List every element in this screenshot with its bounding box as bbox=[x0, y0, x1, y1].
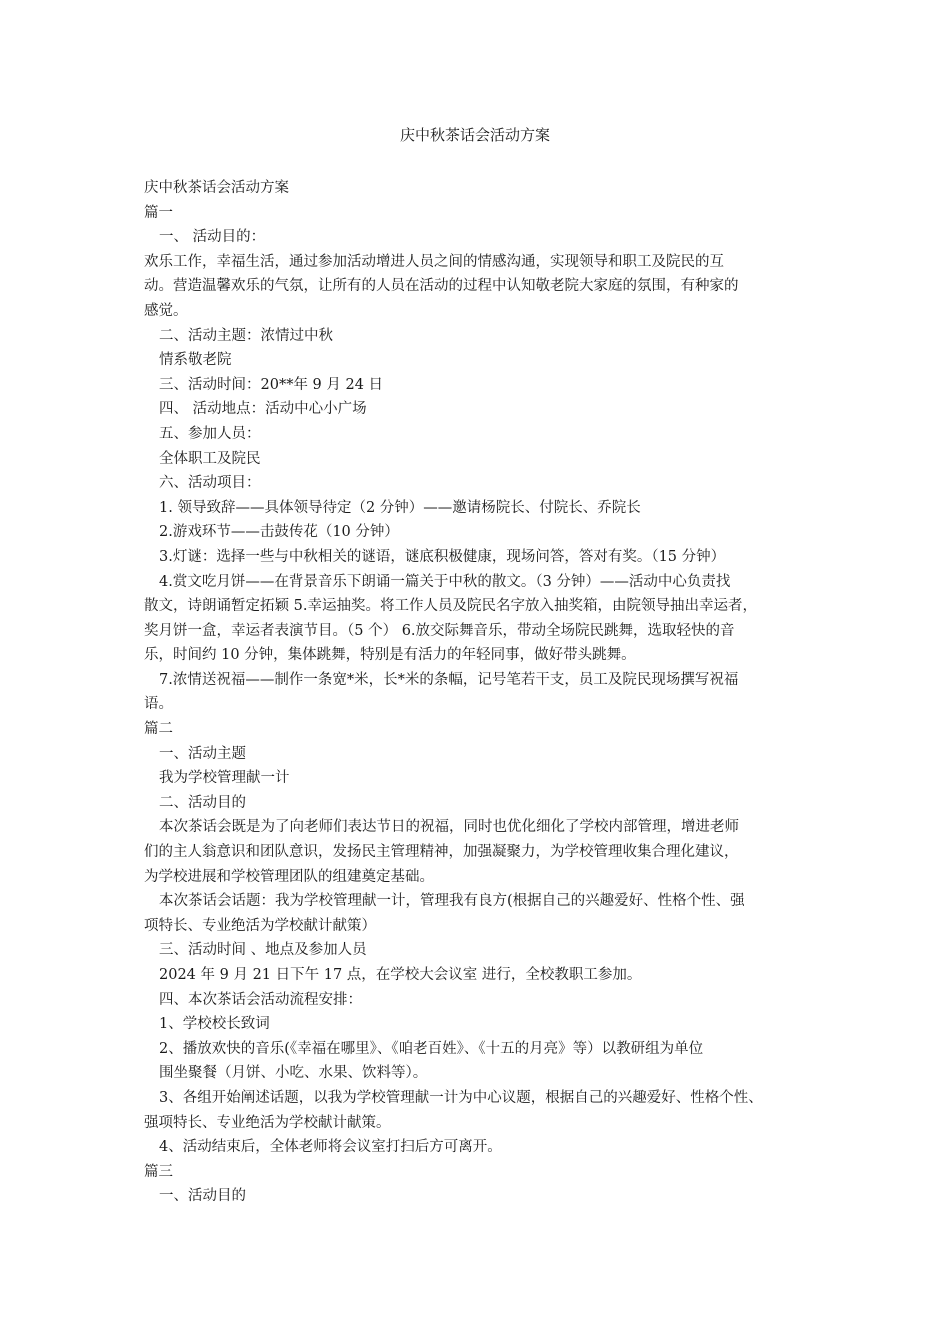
text-line: 动。营造温馨欢乐的气氛，让所有的人员在活动的过程中认知敬老院大家庭的氛围，有种家的 bbox=[144, 278, 739, 295]
text-line: 2024 年 9 月 21 日下午 17 点，在学校大会议室 进行，全校教职工参加。 bbox=[159, 967, 642, 983]
text-line: 三、活动时间 、地点及参加人员 bbox=[159, 942, 367, 959]
text-line: 强项特长、专业绝活为学校献计献策。 bbox=[144, 1114, 391, 1131]
text-line: 散文，诗朗诵暂定拓颖 5.幸运抽奖。将工作人员及院民名字放入抽奖箱，由院领导抽出幸运者， bbox=[144, 598, 757, 615]
text-line: 语。 bbox=[144, 696, 173, 713]
text-line: 四、本次茶话会活动流程安排： bbox=[159, 991, 362, 1008]
text-line: 二、活动目的 bbox=[159, 794, 246, 811]
text-line: 情系敬老院 bbox=[159, 352, 232, 369]
text-line: 7.浓情送祝福——制作一条宽*米，长*米的条幅，记号笔若干支，员工及院民现场撰写祝福 bbox=[159, 671, 739, 688]
text-line: 五、参加人员： bbox=[159, 425, 261, 442]
text-line: 1. 领导致辞——具体领导待定（2 分钟）——邀请杨院长、付院长、乔院长 bbox=[159, 499, 641, 516]
text-line: 项特长、专业绝活为学校献计献策） bbox=[144, 917, 376, 934]
text-line: 四、 活动地点：活动中心小广场 bbox=[159, 401, 367, 418]
text-line: 奖月饼一盒，幸运者表演节目。（5 个） 6.放交际舞音乐，带动全场院民跳舞，选取轻快的音 bbox=[144, 622, 735, 639]
text-line: 本次茶话会既是为了向老师们表达节日的祝福，同时也优化细化了学校内部管理，增进老师 bbox=[159, 819, 739, 836]
document-title: 庆中秋茶话会活动方案 bbox=[399, 126, 550, 144]
text-line: 本次茶话会话题：我为学校管理献一计，管理我有良方(根据自己的兴趣爱好、性格个性、强 bbox=[159, 893, 745, 910]
document-body bbox=[144, 176, 824, 1209]
text-line: 乐，时间约 10 分钟，集体跳舞，特别是有活力的年轻同事，做好带头跳舞。 bbox=[144, 647, 636, 664]
text-line: 篇三 bbox=[144, 1163, 173, 1180]
text-line: 一、活动主题 bbox=[159, 745, 246, 762]
text-line: 4.赏文吃月饼——在背景音乐下朗诵一篇关于中秋的散文。（3 分钟）——活动中心负责找 bbox=[159, 573, 731, 590]
text-line: 1、学校校长致词 bbox=[159, 1016, 270, 1033]
text-line: 二、活动主题：浓情过中秋 bbox=[159, 327, 333, 344]
text-line: 们的主人翁意识和团队意识，发扬民主管理精神，加强凝聚力，为学校管理收集合理化建议， bbox=[144, 844, 739, 861]
text-line: 感觉。 bbox=[144, 302, 188, 319]
text-line: 庆中秋茶话会活动方案 bbox=[144, 180, 289, 196]
text-line: 六、活动项目： bbox=[159, 475, 261, 492]
text-line: 我为学校管理献一计 bbox=[159, 770, 290, 787]
text-line: 篇一 bbox=[144, 204, 173, 221]
text-line: 围坐聚餐（月饼、小吃、水果、饮料等）。 bbox=[159, 1065, 428, 1082]
text-line: 三、活动时间：20**年 9 月 24 日 bbox=[159, 376, 384, 393]
text-line: 4、活动结束后，全体老师将会议室打扫后方可离开。 bbox=[159, 1139, 502, 1156]
text-line: 2、播放欢快的音乐(《幸福在哪里》、《咱老百姓》、《十五的月亮》等）以教研组为单位 bbox=[159, 1040, 704, 1057]
text-line: 篇二 bbox=[144, 721, 173, 738]
text-line: 欢乐工作，幸福生活，通过参加活动增进人员之间的情感沟通，实现领导和职工及院民的互 bbox=[144, 253, 724, 270]
text-line: 2.游戏环节——击鼓传花（10 分钟） bbox=[159, 524, 399, 541]
text-line: 3.灯谜：选择一些与中秋相关的谜语，谜底积极健康，现场问答，答对有奖。（15 分钟） bbox=[159, 548, 726, 565]
text-line: 全体职工及院民 bbox=[159, 450, 261, 467]
text-line: 3、各组开始阐述话题，以我为学校管理献一计为中心议题，根据自己的兴趣爱好、性格个性、 bbox=[159, 1089, 763, 1106]
text-line: 一、 活动目的： bbox=[159, 229, 266, 246]
text-line: 一、活动目的 bbox=[159, 1188, 246, 1205]
text-line: 为学校进展和学校管理团队的组建奠定基础。 bbox=[144, 868, 434, 885]
